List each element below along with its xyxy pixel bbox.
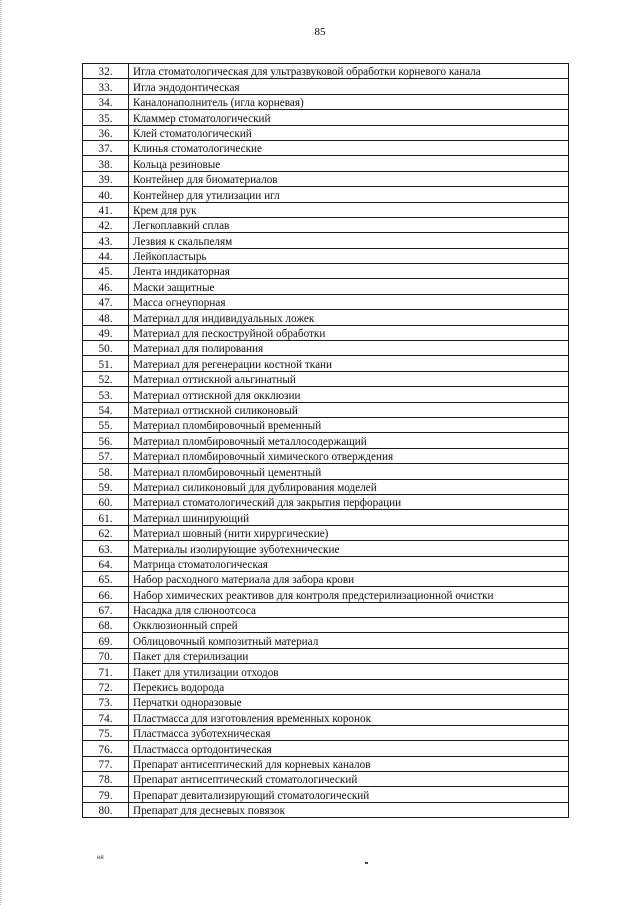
item-name: Матрица стоматологическая [129, 556, 569, 571]
item-name: Препарат антисептический стоматологический [129, 771, 569, 786]
table-row [83, 479, 569, 494]
row-number: 61. [83, 510, 129, 525]
table-row [83, 325, 569, 340]
row-number: 55. [83, 417, 129, 432]
item-name: Насадка для слюноотсоса [129, 602, 569, 617]
row-number: 51. [83, 356, 129, 371]
item-name: Материал пломбировочный временный [129, 417, 569, 432]
row-number: 63. [83, 541, 129, 556]
item-name: Препарат для десневых повязок [129, 802, 569, 817]
item-name: Контейнер для утилизации игл [129, 187, 569, 202]
row-number: 49. [83, 325, 129, 340]
item-name: Пластмасса для изготовления временных коронок [129, 710, 569, 725]
row-number: 71. [83, 664, 129, 679]
table-row [83, 233, 569, 248]
item-name: Лейкопластырь [129, 248, 569, 263]
scan-edge-marks [0, 0, 13, 905]
item-name: Окклюзионный спрей [129, 618, 569, 633]
item-name: Кламмер стоматологический [129, 110, 569, 125]
table-row [83, 464, 569, 479]
table-row [83, 602, 569, 617]
item-name: Клей стоматологический [129, 125, 569, 140]
row-number: 69. [83, 633, 129, 648]
item-name: Набор химических реактивов для контроля предстерилизационной очистки [129, 587, 569, 602]
item-name: Материал оттискной силиконовый [129, 402, 569, 417]
row-number: 68. [83, 618, 129, 633]
table-row [83, 79, 569, 94]
table-row [83, 648, 569, 663]
item-name: Материал пломбировочный металлосодержащий [129, 433, 569, 448]
item-name: Легкоплавкий сплав [129, 217, 569, 232]
row-number: 65. [83, 571, 129, 586]
row-number: 70. [83, 648, 129, 663]
table-row [83, 633, 569, 648]
table-row [83, 448, 569, 463]
item-name: Каналонаполнитель (игла корневая) [129, 94, 569, 109]
row-number: 52. [83, 371, 129, 386]
table-row [83, 125, 569, 140]
table-row [83, 756, 569, 771]
item-name: Игла стоматологическая для ультразвуковой обработки корневого канала [129, 64, 569, 79]
item-name: Лента индикаторная [129, 264, 569, 279]
table-row [83, 279, 569, 294]
footer-mark: ня [97, 855, 104, 861]
item-name: Перекись водорода [129, 679, 569, 694]
row-number: 66. [83, 587, 129, 602]
table-row [83, 741, 569, 756]
row-number: 36. [83, 125, 129, 140]
table-row [83, 171, 569, 186]
table-row [83, 679, 569, 694]
table-row [83, 556, 569, 571]
table-row [83, 110, 569, 125]
row-number: 38. [83, 156, 129, 171]
row-number: 37. [83, 140, 129, 155]
row-number: 53. [83, 387, 129, 402]
table-row [83, 725, 569, 740]
row-number: 46. [83, 279, 129, 294]
item-name: Материал пломбировочный химического отверждения [129, 448, 569, 463]
table-row [83, 710, 569, 725]
table-row [83, 140, 569, 155]
row-number: 33. [83, 79, 129, 94]
table-body [83, 64, 569, 818]
table-row [83, 371, 569, 386]
table-row [83, 248, 569, 263]
item-name: Материал стоматологический для закрытия перфорации [129, 494, 569, 509]
row-number: 50. [83, 341, 129, 356]
table-row [83, 787, 569, 802]
item-name: Клинья стоматологические [129, 140, 569, 155]
table-row [83, 310, 569, 325]
item-name: Игла эндодонтическая [129, 79, 569, 94]
row-number: 54. [83, 402, 129, 417]
table-row [83, 802, 569, 817]
item-name: Маски защитные [129, 279, 569, 294]
item-name: Контейнер для биоматериалов [129, 171, 569, 186]
row-number: 39. [83, 171, 129, 186]
item-name: Пакет для стерилизации [129, 648, 569, 663]
item-name: Набор расходного материала для забора крови [129, 571, 569, 586]
item-name: Материал для пескоструйной обработки [129, 325, 569, 340]
table-row [83, 525, 569, 540]
item-name: Материал пломбировочный цементный [129, 464, 569, 479]
row-number: 74. [83, 710, 129, 725]
table-row [83, 433, 569, 448]
row-number: 79. [83, 787, 129, 802]
item-name: Крем для рук [129, 202, 569, 217]
row-number: 42. [83, 217, 129, 232]
table-row [83, 402, 569, 417]
item-name: Масса огнеупорная [129, 294, 569, 309]
table-row [83, 294, 569, 309]
table-row [83, 417, 569, 432]
row-number: 76. [83, 741, 129, 756]
page-number: 85 [314, 26, 326, 38]
row-number: 43. [83, 233, 129, 248]
table-row [83, 387, 569, 402]
table-row [83, 587, 569, 602]
item-name: Материал силиконовый для дублирования моделей [129, 479, 569, 494]
item-name: Лезвия к скальпелям [129, 233, 569, 248]
table-row [83, 571, 569, 586]
item-name: Материал оттискной альгинатный [129, 371, 569, 386]
item-name: Материал оттискной для окклюзии [129, 387, 569, 402]
table-row [83, 356, 569, 371]
row-number: 32. [83, 64, 129, 79]
table-row [83, 341, 569, 356]
row-number: 75. [83, 725, 129, 740]
row-number: 67. [83, 602, 129, 617]
table-row [83, 217, 569, 232]
row-number: 60. [83, 494, 129, 509]
row-number: 34. [83, 94, 129, 109]
item-name: Препарат антисептический для корневых каналов [129, 756, 569, 771]
item-name: Облицовочный композитный материал [129, 633, 569, 648]
table-row [83, 664, 569, 679]
footer-dot [365, 862, 368, 864]
table-row [83, 771, 569, 786]
table-row [83, 187, 569, 202]
table-row [83, 156, 569, 171]
table-row [83, 202, 569, 217]
row-number: 58. [83, 464, 129, 479]
row-number: 47. [83, 294, 129, 309]
table-row [83, 510, 569, 525]
item-name: Пластмасса ортодонтическая [129, 741, 569, 756]
row-number: 73. [83, 695, 129, 710]
table-row [83, 94, 569, 109]
item-name: Препарат девитализирующий стоматологический [129, 787, 569, 802]
table-row [83, 64, 569, 79]
row-number: 48. [83, 310, 129, 325]
row-number: 59. [83, 479, 129, 494]
item-name: Материал шовный (нити хирургические) [129, 525, 569, 540]
item-name: Материал для регенерации костной ткани [129, 356, 569, 371]
row-number: 64. [83, 556, 129, 571]
table-row [83, 541, 569, 556]
row-number: 62. [83, 525, 129, 540]
row-number: 72. [83, 679, 129, 694]
row-number: 35. [83, 110, 129, 125]
item-name: Пакет для утилизации отходов [129, 664, 569, 679]
table-row [83, 494, 569, 509]
row-number: 40. [83, 187, 129, 202]
consumables-table [82, 63, 569, 818]
row-number: 56. [83, 433, 129, 448]
row-number: 44. [83, 248, 129, 263]
item-name: Кольца резиновые [129, 156, 569, 171]
row-number: 77. [83, 756, 129, 771]
item-name: Материал для полирования [129, 341, 569, 356]
row-number: 57. [83, 448, 129, 463]
item-name: Материал для индивидуальных ложек [129, 310, 569, 325]
row-number: 80. [83, 802, 129, 817]
row-number: 45. [83, 264, 129, 279]
item-name: Пластмасса зуботехническая [129, 725, 569, 740]
table-row [83, 695, 569, 710]
item-name: Материал шинирующий [129, 510, 569, 525]
row-number: 78. [83, 771, 129, 786]
table-row [83, 264, 569, 279]
item-name: Материалы изолирующие зуботехнические [129, 541, 569, 556]
row-number: 41. [83, 202, 129, 217]
item-name: Перчатки одноразовые [129, 695, 569, 710]
table-row [83, 618, 569, 633]
